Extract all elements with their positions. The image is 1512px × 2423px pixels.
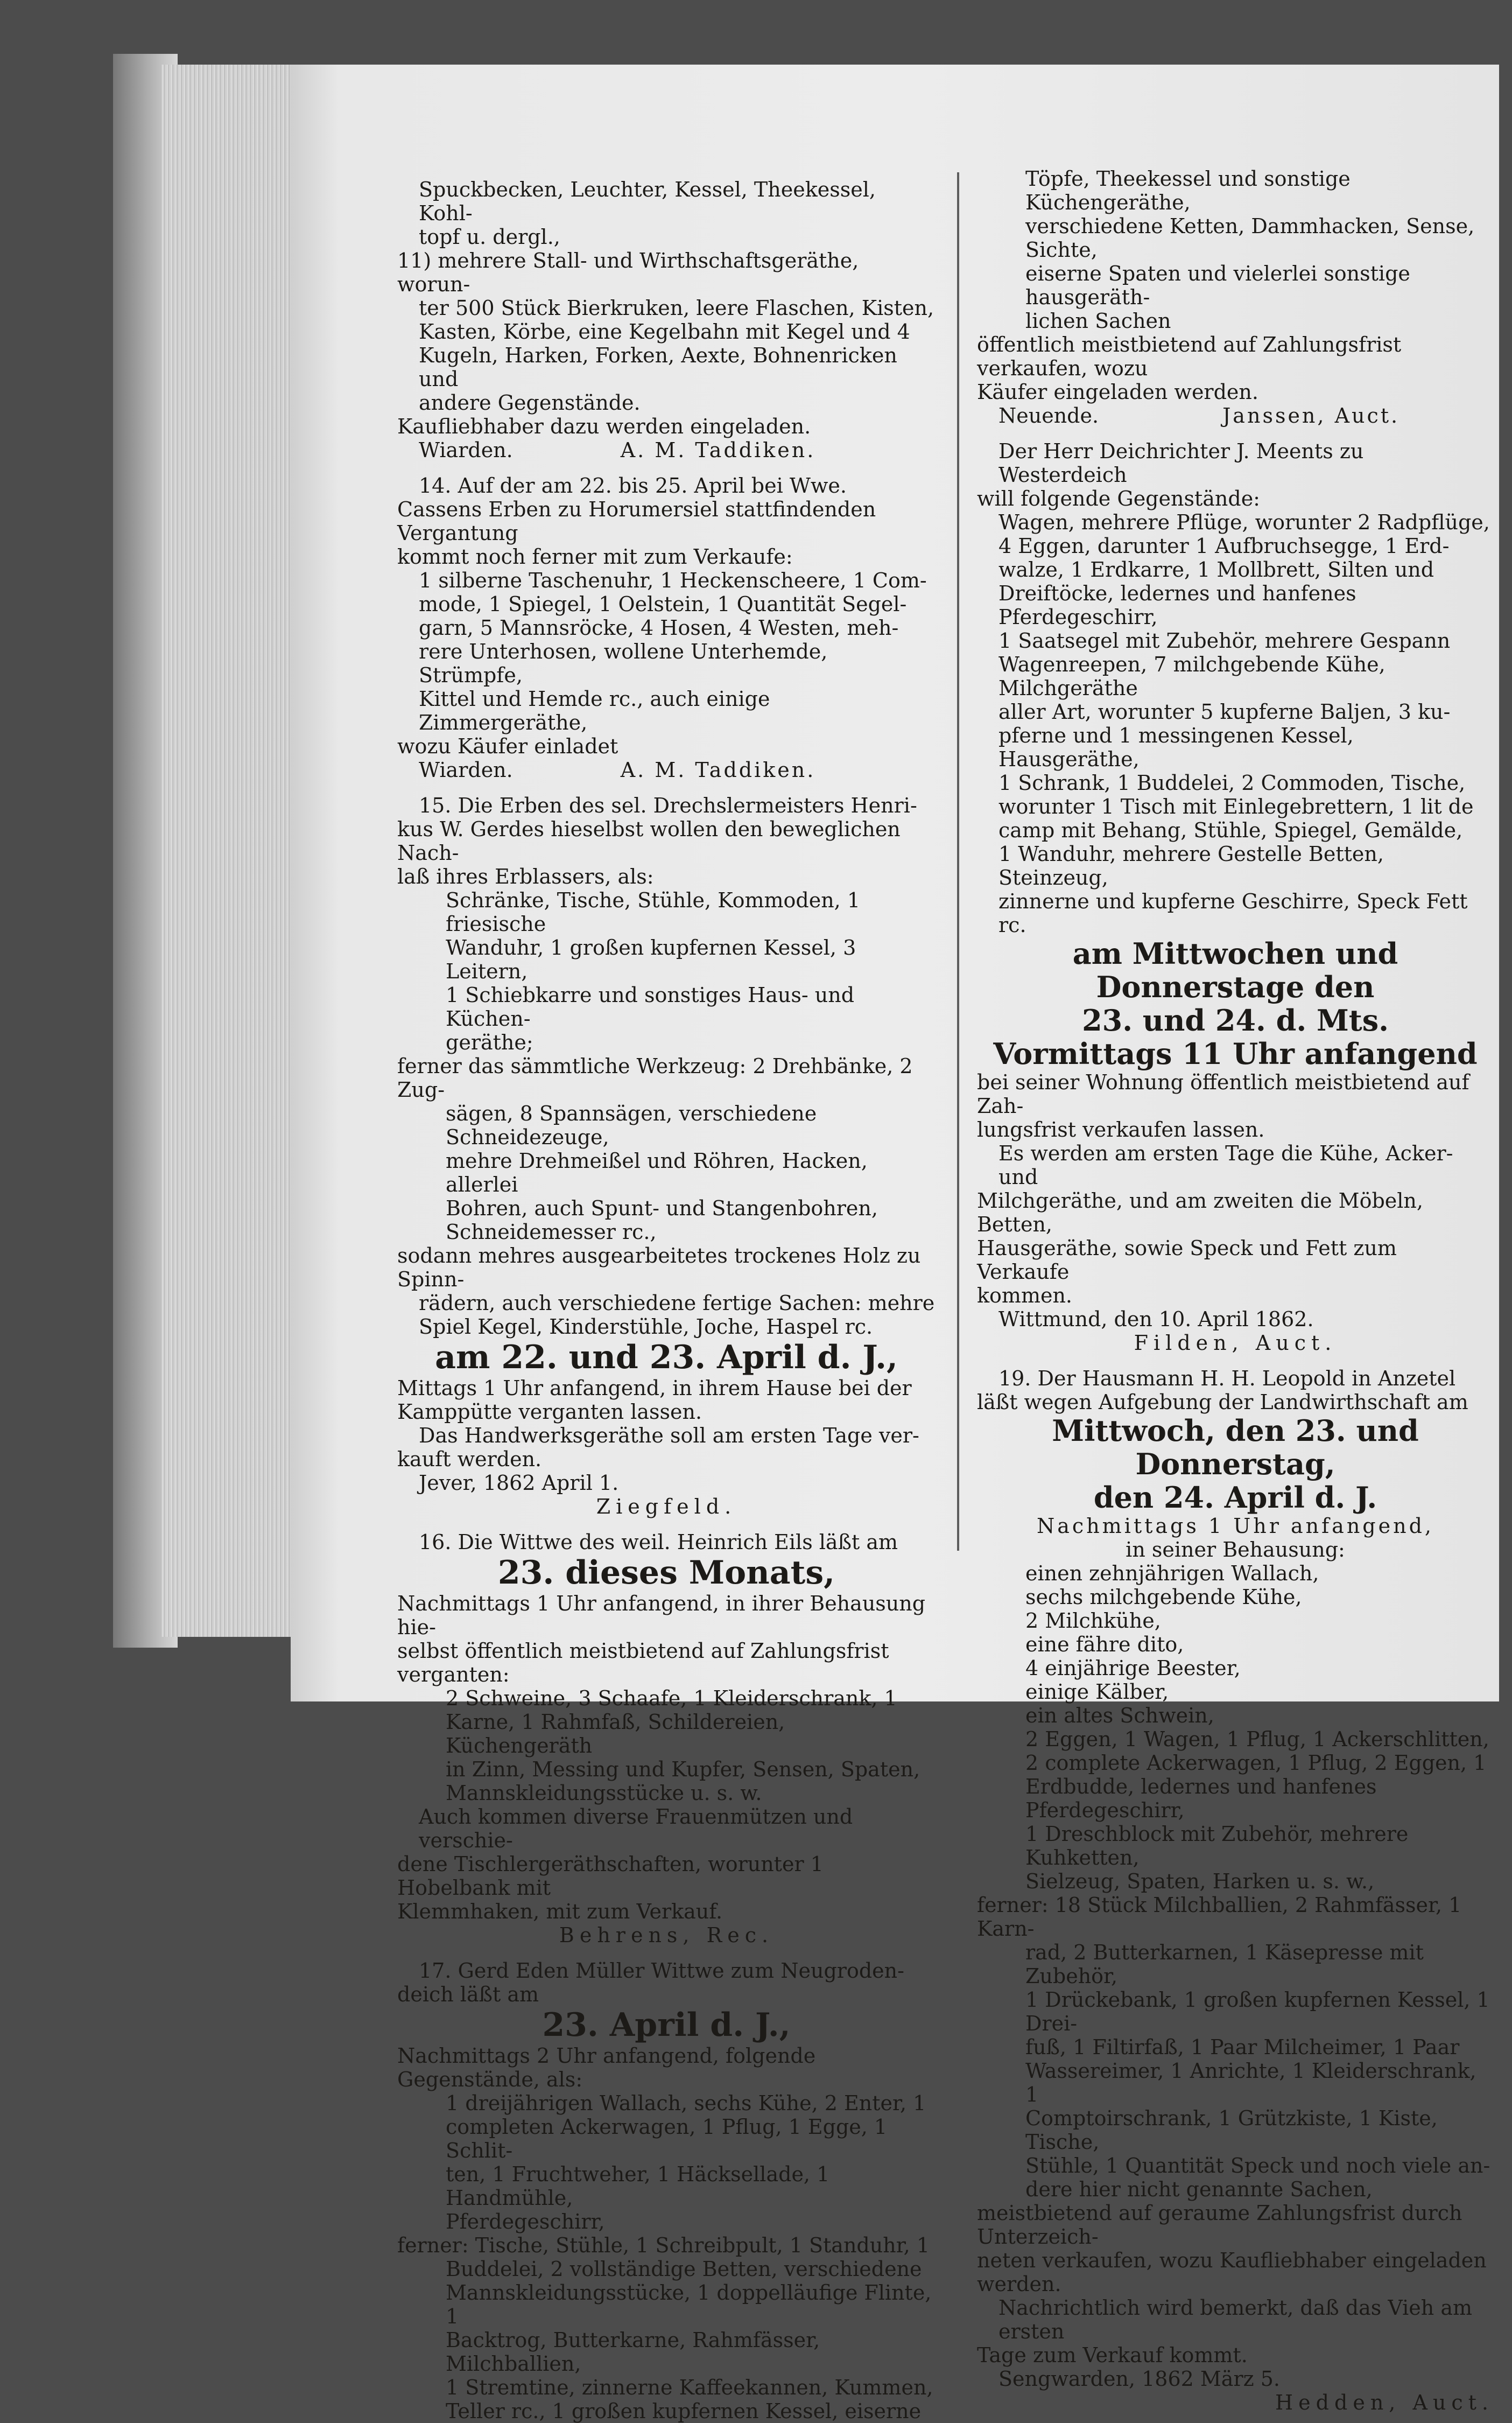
list-item: Erdbudde, ledernes und hanfenes Pferdegeschirr,: [1025, 1775, 1377, 1822]
text-line: kommt noch ferner mit zum Verkaufe:: [397, 545, 793, 569]
notice-16-heading: 16. Die Wittwe des weil. Heinrich Eils läßt am: [419, 1530, 898, 1554]
text-line: Tage zum Verkauf kommt.: [977, 2343, 1248, 2367]
text-line: camp mit Behang, Stühle, Spiegel, Gemälde,: [998, 818, 1463, 842]
right-column: [977, 167, 1494, 2414]
text-line: Dreiftöcke, ledernes und hanfenes Pferdegeschirr,: [998, 582, 1356, 629]
signature: A. M. Taddiken.: [620, 438, 816, 462]
text-line: Bohren, auch Spunt- und Stangenbohren,: [446, 1196, 878, 1220]
place-name: Wiarden.: [419, 438, 513, 462]
date-heading: am 22. und 23. April d. J.,: [435, 1339, 898, 1376]
text-line: walze, 1 Erdkarre, 1 Mollbrett, Silten und: [998, 558, 1434, 582]
text-line: laß ihres Erblassers, als:: [397, 865, 654, 888]
text-line: Spiel Kegel, Kinderstühle, Joche, Haspel rc.: [419, 1315, 873, 1339]
place-name: Wiarden.: [419, 758, 513, 782]
text-line: öffentlich meistbietend auf Zahlungsfrist verkaufen, wozu: [977, 333, 1402, 380]
text-line: garn, 5 Mannsröcke, 4 Hosen, 4 Westen, meh-: [419, 616, 899, 640]
text-line: Klemmhaken, mit zum Verkauf.: [397, 1900, 723, 1923]
text-line: mode, 1 Spiegel, 1 Oelstein, 1 Quantität Segel-: [419, 592, 907, 616]
date-heading: 23. und 24. d. Mts.: [1082, 1003, 1389, 1038]
list-item: 2 complete Ackerwagen, 1 Pflug, 2 Eggen, 1: [1025, 1751, 1487, 1775]
list-item: ein altes Schwein,: [1025, 1704, 1214, 1727]
text-line: topf u. dergl.,: [419, 225, 560, 249]
text-line: completen Ackerwagen, 1 Pflug, 1 Egge, 1 Schlit-: [446, 2115, 888, 2162]
text-line: ferner: 18 Stück Milchballien, 2 Rahmfässer, 1 Karn-: [977, 1893, 1462, 1941]
notice-17-heading: 17. Gerd Eden Müller Wittwe zum Neugroden-: [419, 1959, 904, 1983]
date-heading: am Mittwochen und Donnerstage den: [1072, 936, 1398, 1004]
place-date: Wittmund, den 10. April 1862.: [998, 1307, 1314, 1331]
text-line: in Zinn, Messing und Kupfer, Sensen, Spaten,: [446, 1757, 920, 1781]
text-line: lichen Sachen: [1025, 309, 1171, 333]
text-line: Karne, 1 Rahmfaß, Schildereien, Küchengeräth: [446, 1710, 785, 1757]
text-line: Wagenreepen, 7 milchgebende Kühe, Milchgeräthe: [998, 653, 1386, 700]
list-item: einen zehnjährigen Wallach,: [1025, 1561, 1319, 1585]
signature: Hedden, Auct.: [1275, 2391, 1494, 2414]
text-line: 11) mehrere Stall- und Wirthschaftsgeräthe, worun-: [397, 249, 859, 296]
notice-heading: Der Herr Deichrichter J. Meents zu Westerdeich: [998, 439, 1364, 487]
text-line: Milchgeräthe, und am zweiten die Möbeln, Betten,: [977, 1189, 1423, 1236]
text-line: rädern, auch verschiedene fertige Sachen: mehre: [419, 1291, 935, 1315]
signature-line: [397, 438, 936, 462]
text-line: Wagen, mehrere Pflüge, worunter 2 Radpflüge,: [998, 510, 1490, 534]
signature-line: [977, 404, 1494, 428]
text-line: Nachmittags 2 Uhr anfangend, folgende Gegenstände, als:: [397, 2044, 816, 2091]
text-line: Kasten, Körbe, eine Kegelbahn mit Kegel und 4: [419, 320, 910, 344]
text-line: andere Gegenstände.: [419, 391, 641, 415]
text-line: fuß, 1 Filtirfaß, 1 Paar Milcheimer, 1 Paar: [1025, 2035, 1460, 2059]
place-name: Neuende.: [998, 404, 1099, 428]
text-line: rere Unterhosen, wollene Unterhemde, Strümpfe,: [419, 640, 828, 687]
date-heading: den 24. April d. J.: [1093, 1480, 1377, 1515]
text-line: Schneidemesser rc.,: [446, 1220, 657, 1244]
date-heading: Mittwoch, den 23. und Donnerstag,: [1052, 1413, 1419, 1481]
text-line: Nachrichtlich wird bemerkt, daß das Vieh am ersten: [998, 2296, 1473, 2343]
text-line: Buddelei, 2 vollständige Betten, verschiedene: [446, 2257, 922, 2281]
text-line: Schränke, Tische, Stühle, Kommoden, 1 friesische: [446, 888, 861, 936]
text-line: 2 Schweine, 3 Schaafe, 1 Kleiderschrank, 1: [446, 1686, 897, 1710]
signature: Ziegfeld.: [596, 1495, 737, 1518]
text-line: selbst öffentlich meistbietend auf Zahlungsfrist verganten:: [397, 1639, 889, 1686]
text-line: dere hier nicht genannte Sachen,: [1025, 2177, 1373, 2201]
text-line: kauft werden.: [397, 1447, 542, 1471]
column-divider: [957, 172, 959, 1551]
list-item: 2 Eggen, 1 Wagen, 1 Pflug, 1 Ackerschlitten,: [1025, 1727, 1489, 1751]
time-heading: Vormittags 11 Uhr anfangend: [993, 1037, 1478, 1071]
text-line: kus W. Gerdes hieselbst wollen den beweglichen Nach-: [397, 817, 901, 865]
text-line: neten verkaufen, wozu Kaufliebhaber eingeladen werden.: [977, 2249, 1487, 2296]
text-line: geräthe;: [446, 1031, 533, 1054]
text-line: 1 Schrank, 1 Buddelei, 2 Commoden, Tische,: [998, 771, 1466, 795]
text-line: Töpfe, Theekessel und sonstige Küchengeräthe,: [1025, 167, 1351, 214]
text-line: will folgende Gegenstände:: [977, 487, 1260, 510]
left-column: [397, 178, 936, 2423]
place-date: Jever, 1862 April 1.: [419, 1471, 619, 1495]
text-line: Cassens Erben zu Horumersiel stattfindenden Vergantung: [397, 498, 876, 545]
text-line: kommen.: [977, 1284, 1073, 1307]
text-line: Auch kommen diverse Frauenmützen und verschie-: [419, 1805, 853, 1852]
text-line: eiserne Spaten und vielerlei sonstige hausgeräth-: [1025, 262, 1410, 309]
text-line: in seiner Behausung:: [1126, 1538, 1345, 1561]
text-line: ter 500 Stück Bierkruken, leere Flaschen, Kisten,: [419, 296, 934, 320]
text-line: bei seiner Wohnung öffentlich meistbietend auf Zah-: [977, 1070, 1469, 1118]
list-item: eine fähre dito,: [1025, 1633, 1184, 1656]
signature: Janssen, Auct.: [1222, 404, 1400, 428]
text-line: Backtrog, Butterkarne, Rahmfässer, Milchballien,: [446, 2328, 820, 2376]
text-line: mehre Drehmeißel und Röhren, Hacken, allerlei: [446, 1149, 868, 1196]
text-line: 4 Eggen, darunter 1 Aufbruchsegge, 1 Erd-: [998, 534, 1450, 558]
text-line: Stühle, 1 Quantität Speck und noch viele an-: [1025, 2154, 1490, 2177]
text-line: ferner das sämmtliche Werkzeug: 2 Drehbänke, 2 Zug-: [397, 1054, 913, 1102]
text-line: Hausgeräthe, sowie Speck und Fett zum Verkaufe: [977, 1236, 1397, 1284]
text-line: sägen, 8 Spannsägen, verschiedene Schneidezeuge,: [446, 1102, 817, 1149]
text-line: Mannskleidungsstücke, 1 doppelläufige Flinte, 1: [446, 2281, 932, 2328]
text-line: Kamppütte verganten lassen.: [397, 1400, 702, 1424]
text-line: 1 Wanduhr, mehrere Gestelle Betten, Steinzeug,: [998, 842, 1384, 890]
text-line: zinnerne und kupferne Geschirre, Speck Fett rc.: [998, 890, 1468, 937]
text-line: wozu Käufer einladet: [397, 734, 618, 758]
time-line: Nachmittags 1 Uhr anfangend,: [1037, 1514, 1434, 1538]
text-line: Mittags 1 Uhr anfangend, in ihrem Hause bei der: [397, 1376, 912, 1400]
text-line: Spuckbecken, Leuchter, Kessel, Theekessel, Kohl-: [419, 178, 876, 225]
place-date: Sengwarden, 1862 März 5.: [998, 2367, 1280, 2391]
text-line: sodann mehres ausgearbeitetes trockenes Holz zu Spinn-: [397, 1244, 921, 1291]
signature: Filden, Auct.: [1134, 1331, 1337, 1355]
text-line: Comptoirschrank, 1 Grützkiste, 1 Kiste, Tische,: [1025, 2106, 1438, 2154]
text-line: Käufer eingeladen werden.: [977, 380, 1258, 404]
list-item: 4 einjährige Beester,: [1025, 1656, 1241, 1680]
text-line: Teller rc., 1 großen kupfernen Kessel, eiserne: [446, 2399, 922, 2423]
notice-14-heading: 14. Auf der am 22. bis 25. April bei Wwe.: [419, 474, 847, 498]
text-line: Das Handwerksgeräthe soll am ersten Tage ver-: [419, 1424, 919, 1447]
text-line: lungsfrist verkaufen lassen.: [977, 1118, 1265, 1142]
list-item: einige Kälber,: [1025, 1680, 1169, 1704]
signature-line: [397, 758, 936, 782]
list-item: 2 Milchkühe,: [1025, 1609, 1161, 1633]
text-line: ten, 1 Fruchtweher, 1 Häcksellade, 1 Handmühle,: [446, 2162, 830, 2210]
text-line: Es werden am ersten Tage die Kühe, Acker- und: [998, 1142, 1453, 1189]
text-line: Nachmittags 1 Uhr anfangend, in ihrer Behausung hie-: [397, 1592, 926, 1639]
text-line: 1 Saatsegel mit Zubehör, mehrere Gespann: [998, 629, 1451, 653]
text-line: dene Tischlergeräthschaften, worunter 1 Hobelbank mit: [397, 1852, 824, 1900]
text-line: aller Art, worunter 5 kupferne Baljen, 3 ku-: [998, 700, 1451, 724]
notice-15-heading: 15. Die Erben des sel. Drechslermeisters Henri-: [419, 794, 917, 817]
signature: A. M. Taddiken.: [620, 758, 816, 782]
list-item: sechs milchgebende Kühe,: [1025, 1585, 1302, 1609]
text-line: Kugeln, Harken, Forken, Aexte, Bohnenricken und: [419, 344, 897, 391]
date-heading: 23. dieses Monats,: [497, 1554, 835, 1592]
text-line: meistbietend auf geraume Zahlungsfrist durch Unterzeich-: [977, 2201, 1462, 2249]
text-line: Wassereimer, 1 Anrichte, 1 Kleiderschrank, 1: [1025, 2059, 1476, 2106]
text-line: 1 Schiebkarre und sonstiges Haus- und Küchen-: [446, 983, 855, 1031]
text-line: pferne und 1 messingenen Kessel, Hausgeräthe,: [998, 724, 1354, 771]
text-line: Kaufliebhaber dazu werden eingeladen.: [397, 415, 811, 438]
signature: Behrens, Rec.: [559, 1923, 774, 1947]
text-line: 1 Drückebank, 1 großen kupfernen Kessel, 1 Drei-: [1025, 1988, 1490, 2035]
notice-19-heading: 19. Der Hausmann H. H. Leopold in Anzetel: [998, 1367, 1456, 1390]
text-line: Kittel und Hemde rc., auch einige Zimmergeräthe,: [419, 687, 770, 734]
text-line: 1 dreijährigen Wallach, sechs Kühe, 2 Enter, 1: [446, 2091, 926, 2115]
list-item: Sielzeug, Spaten, Harken u. s. w.,: [1025, 1869, 1375, 1893]
text-line: deich läßt am: [397, 1983, 539, 2006]
date-heading: 23. April d. J.,: [542, 2006, 791, 2044]
text-line: 1 Stremtine, zinnerne Kaffeekannen, Kummen,: [446, 2376, 933, 2399]
text-line: Pferdegeschirr,: [446, 2210, 605, 2233]
text-line: läßt wegen Aufgebung der Landwirthschaft am: [977, 1390, 1468, 1414]
text-line: ferner: Tische, Stühle, 1 Schreibpult, 1 Standuhr, 1: [397, 2233, 930, 2257]
text-line: 1 silberne Taschenuhr, 1 Heckenscheere, 1 Com-: [419, 569, 927, 592]
text-line: Wanduhr, 1 großen kupfernen Kessel, 3 Leitern,: [446, 936, 856, 983]
text-line: worunter 1 Tisch mit Einlegebrettern, 1 lit de: [998, 795, 1474, 818]
text-line: Mannskleidungsstücke u. s. w.: [446, 1781, 762, 1805]
text-line: rad, 2 Butterkarnen, 1 Käsepresse mit Zubehör,: [1025, 1941, 1424, 1988]
list-item: 1 Dreschblock mit Zubehör, mehrere Kuhketten,: [1025, 1822, 1409, 1869]
page-edges: [161, 65, 301, 1637]
text-line: verschiedene Ketten, Dammhacken, Sense, Sichte,: [1025, 214, 1475, 262]
